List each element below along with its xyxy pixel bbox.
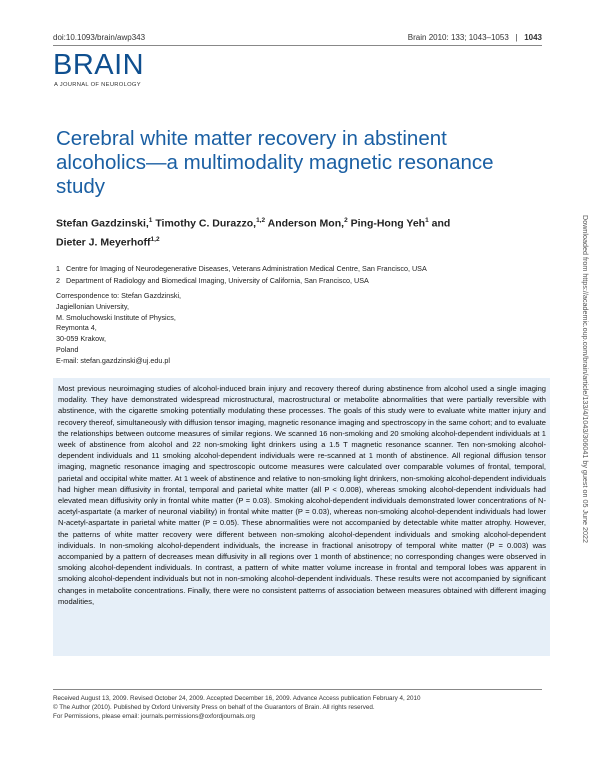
page-number: 1043: [524, 33, 542, 42]
footer-rule: [53, 689, 542, 690]
footer-line: © The Author (2010). Published by Oxford University Press on behalf of the Guarantors of Brain. All rights reserved.: [53, 703, 375, 711]
author-affiliation-mark: 1,2: [150, 235, 160, 243]
author-affiliation-mark: 1,2: [256, 217, 266, 224]
affiliation-text: Centre for Imaging of Neurodegenerative Diseases, Veterans Administration Medical Centre, San Francisco, USA: [66, 264, 427, 273]
correspondence-line: Poland: [56, 344, 79, 354]
author-affiliation-mark: 1: [148, 217, 153, 224]
download-note-svg: [575, 215, 590, 665]
author-separator: and: [428, 217, 451, 230]
correspondence-email: E-mail: stefan.gazdzinski@uj.edu.pl: [56, 355, 170, 365]
download-note: [575, 215, 590, 665]
download-note-text: Downloaded from https://academic.oup.com/brain/article/133/4/1043/306041 by guest on 05 June 2022: [581, 215, 590, 544]
doi: doi:10.1093/brain/awp343: [53, 33, 146, 42]
author-name: Dieter J. Meyerhoff: [56, 236, 151, 248]
footer-line: Received August 13, 2009. Revised October 24, 2009. Accepted December 16, 2009. Advance Access publication February 4, 2010: [53, 695, 421, 702]
header-rule: [53, 45, 542, 46]
correspondence-line: Jagiellonian University,: [56, 301, 129, 311]
author-name: Stefan Gazdzinski,: [56, 217, 149, 230]
author-name: Anderson Mon,: [267, 217, 345, 230]
affiliations: [56, 263, 516, 286]
footer-line: For Permissions, please email: journals.permissions@oxfordjournals.org: [53, 712, 256, 720]
correspondence-line: Reymonta 4,: [56, 323, 97, 333]
affiliation-number: 2: [56, 275, 60, 285]
correspondence-line: M. Smoluchowski Institute of Physics,: [56, 312, 176, 322]
article-title: Cerebral white matter recovery in abstinent alcoholics—a multimodality magnetic resonance study: [56, 127, 494, 198]
author-name: Ping-Hong Yeh: [350, 217, 426, 230]
journal-ref-text: Brain 2010: 133; 1043–1053: [407, 33, 509, 42]
footer-notes: [53, 695, 421, 721]
correspondence-line: 30-059 Krakow,: [56, 334, 106, 344]
author-affiliation-mark: 1: [425, 217, 429, 224]
author-affiliation-mark: 2: [344, 217, 348, 224]
journal-tagline: A JOURNAL OF NEUROLOGY: [54, 82, 141, 88]
abstract-text: Most previous neuroimaging studies of alcohol-induced brain injury and recovery thereof during abstinence from alcohol used a single imaging modality. They have demonstrated widespread microstructural, macrostructural or metabolite abnormalities that were partially reversible with abstinence, with the cigarette smoking potentially modulating these processes. The goals of this study were to evaluate white matter injury and recovery thereof, simultaneously with diffusion tensor imaging, magnetic resonance imaging and spectroscopy in the same cohort; and to evaluate the relationships between outcome measures of similar regions. We scanned 16 non-smoking and 20 smoking alcohol-dependent individuals at 1 week of abstinence from alcohol and 22 non-smoking light drinkers using a 1.5 T magnetic resonance scanner. Ten non-smoking alcohol-dependent individuals and 11 smoking alcohol-dependent individuals were re-scanned at 1 month of abstinence. All regional diffusion tensor imaging, magnetic resonance imaging and spectroscopic outcome measures were calculated over comparable volumes of frontal, temporal, parietal and occipital white matter. At 1 week of abstinence and relative to non-smoking light drinkers, non-smoking alcohol-dependent individuals had higher mean diffusivity in frontal, temporal and parietal white matter (all P < 0.008), whereas smoking alcohol-dependent individuals had elevated mean diffusivity only in frontal white matter (P = 0.03). Smoking alcohol-dependent individuals demonstrated lower concentrations of N-acetyl-aspartate (a marker of neuronal viability) in frontal white matter (P = 0.03), whereas non-smoking alcohol-dependent individuals had lower N-acetyl-aspartate in parietal white matter (P = 0.05). These abnormalities were not accompanied by detectable white matter atrophy. However, the patterns of white matter recovery were different between non-smoking alcohol-dependent individuals and smoking alcohol-dependent individuals. In non-smoking alcohol-dependent individuals, the increase in fractional anisotropy of temporal white matter (P = 0.003) was accompanied by a pattern of decreases mean diffusivity in all regions over 1 month of abstinence; no corresponding changes were observed in smoking alcohol-dependent individuals. In contrast, a pattern of white matter volume increase in frontal and temporal lobes was apparent in smoking alcohol-dependent individuals but not in non-smoking alcohol-dependent individuals. These results were not accompanied by significant changes in metabolite concentrations. Finally, there were no consistent patterns of association between measures obtained with different imaging modalities,: [58, 384, 546, 606]
affiliation-number: 1: [56, 264, 60, 273]
author-name: Timothy C. Durazzo,: [155, 217, 257, 230]
affiliation-text: Department of Radiology and Biomedical Imaging, University of California, San Francisco, USA: [66, 275, 369, 285]
author-list: [56, 213, 496, 250]
affiliation-item: [56, 263, 516, 275]
journal-logo: BRAIN: [53, 49, 145, 81]
correspondence-line: Correspondence to: Stefan Gazdzinski,: [56, 291, 182, 300]
abstract-box: [53, 378, 550, 656]
affiliation-item: [56, 275, 516, 287]
correspondence: [56, 291, 356, 367]
header-separator: |: [515, 33, 518, 42]
journal-citation: [408, 33, 542, 42]
